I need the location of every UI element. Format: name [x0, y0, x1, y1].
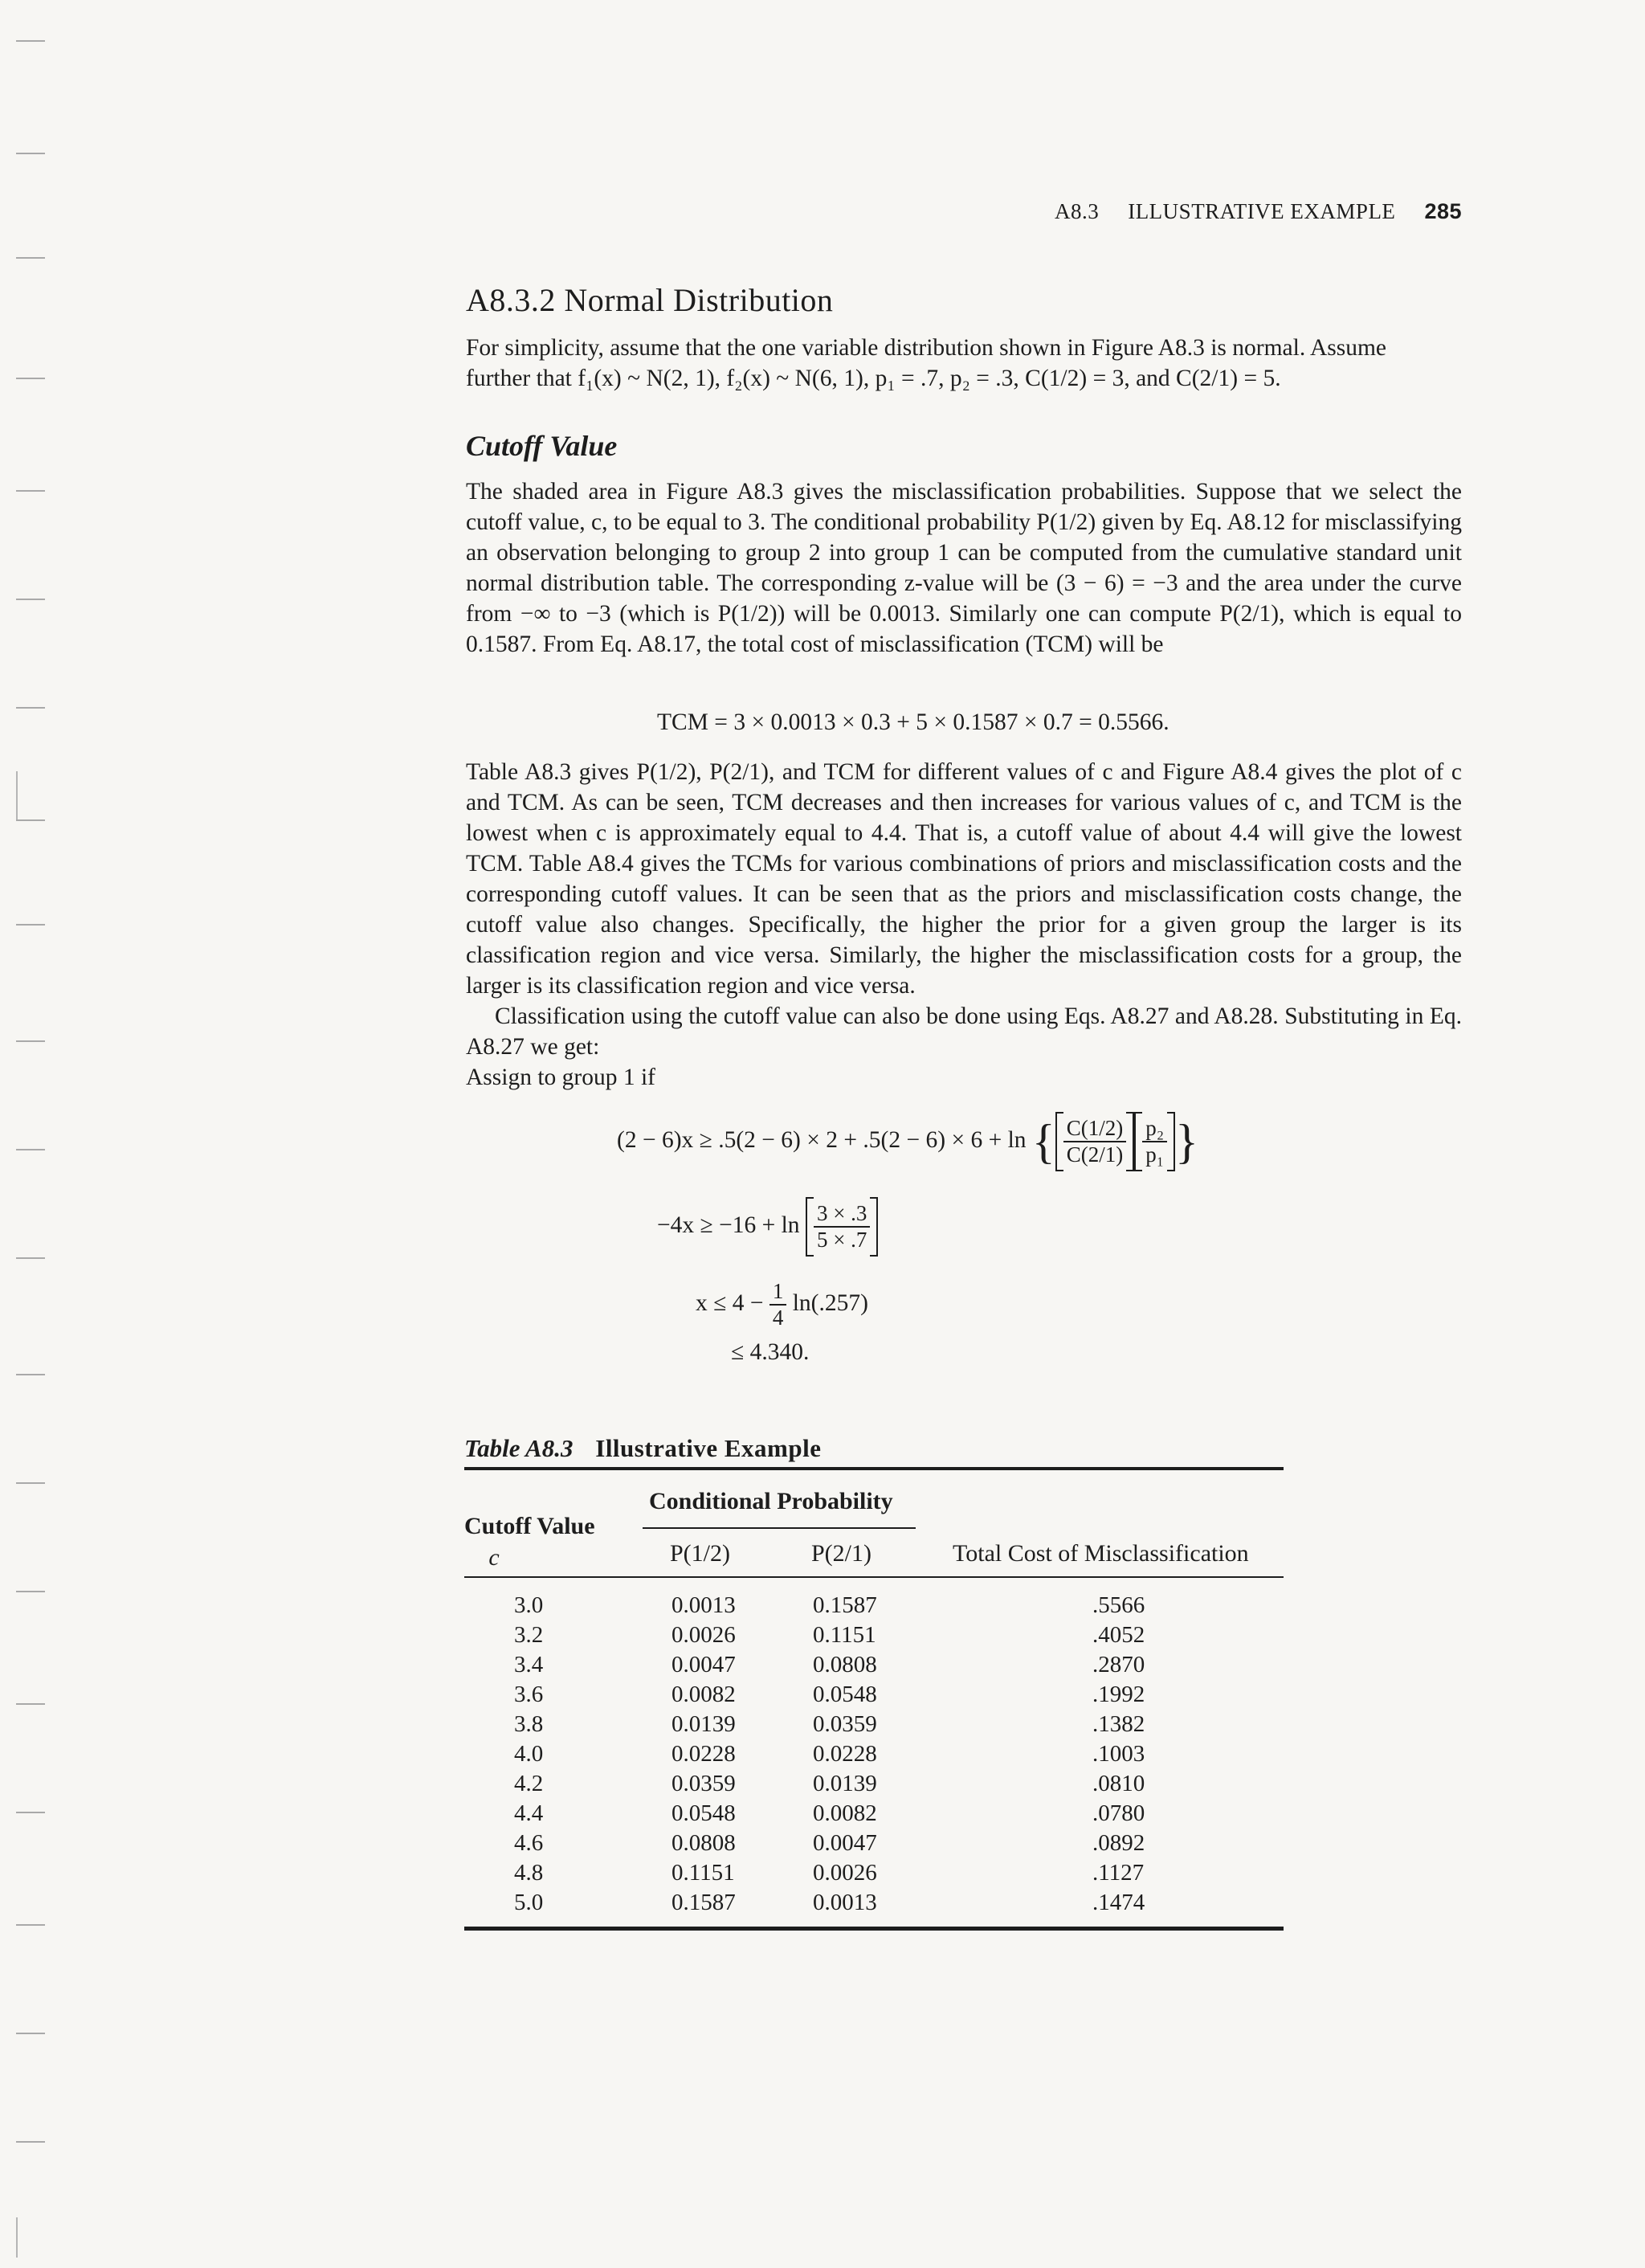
cell-p21: 0.1587 — [813, 1592, 877, 1618]
section-heading-block — [466, 281, 1462, 319]
cell-p12: 0.0047 — [671, 1652, 736, 1678]
cell-tcm: .1003 — [1092, 1741, 1145, 1767]
equation-3-lhs: x ≤ 4 − — [696, 1289, 764, 1316]
section-heading: A8.3.2 Normal Distribution — [466, 282, 834, 318]
cell-cutoff: 3.6 — [514, 1682, 544, 1707]
table-bottom-rule — [464, 1927, 1284, 1931]
cell-p12: 0.1587 — [671, 1890, 736, 1915]
equation-1-prior-ratio: $\frac{\text{p₂}}{\text{p₁}}$ — [1142, 1116, 1167, 1167]
table-header-cutoff: Cutoff Value — [464, 1513, 595, 1539]
cell-p12: 0.0026 — [671, 1622, 736, 1648]
page-binding-edge — [0, 0, 56, 2268]
cell-cutoff: 3.2 — [514, 1622, 544, 1648]
equation-3-quarter: $\frac{1}{4}$ — [769, 1279, 787, 1330]
cell-p12: 0.0228 — [671, 1741, 736, 1767]
table-header-tcm: Total Cost of Misclassification — [953, 1540, 1249, 1567]
cell-tcm: .0810 — [1092, 1771, 1145, 1796]
cell-p12: 0.0808 — [671, 1830, 736, 1856]
table-caption — [464, 1434, 822, 1463]
cell-p12: 0.0013 — [671, 1592, 736, 1618]
table-top-rule — [464, 1467, 1284, 1470]
cell-tcm: .1127 — [1092, 1860, 1145, 1886]
table-title: Illustrative Example — [595, 1434, 822, 1462]
cell-p12: 0.0359 — [671, 1771, 736, 1796]
cell-cutoff: 4.2 — [514, 1771, 544, 1796]
cell-p12: 0.0139 — [671, 1711, 736, 1737]
equation-2-lhs: −4x ≥ −16 + ln — [657, 1212, 800, 1238]
table-header-p12: P(1/2) — [670, 1540, 730, 1567]
cell-cutoff: 4.8 — [514, 1860, 544, 1886]
table-label: Table A8.3 — [464, 1434, 574, 1462]
equation-1-cost-ratio: $\frac{C(1/2)}{C(2/1)}$ — [1063, 1116, 1127, 1167]
cell-p21: 0.1151 — [813, 1622, 876, 1648]
cell-cutoff: 4.4 — [514, 1800, 544, 1826]
cell-p21: 0.0026 — [813, 1860, 877, 1886]
assign-line: Assign to group 1 if — [466, 1065, 655, 1090]
cell-p21: 0.0082 — [813, 1800, 877, 1826]
equation-4: ≤ 4.340. — [731, 1339, 810, 1365]
paragraph-1: The shaded area in Figure A8.3 gives the misclassification probabilities. Suppose that we select the cutoff value, c, to be equal to 3. The conditional probability P(1/2) given by Eq. A8.12 for misclassifying an observation belonging to group 2 into group 1 can be computed from the cumulative standard unit normal distribution table. The corresponding z-value will be (3 − 6) = −3 and the area under the curve from −∞ to −3 (which is P(1/2)) will be 0.0013. Similarly one can compute P(2/1), which is equal to 0.1587. From Eq. A8.17, the total cost of misclassification (TCM) will be — [466, 479, 1462, 657]
equation-3-rhs: ln(.257) — [792, 1289, 868, 1316]
cell-tcm: .0892 — [1092, 1830, 1145, 1856]
table-header-p21: P(2/1) — [811, 1540, 871, 1567]
page-number: 285 — [1424, 199, 1462, 223]
cell-cutoff: 5.0 — [514, 1890, 544, 1915]
cell-cutoff: 3.8 — [514, 1711, 544, 1737]
paragraph-2-block — [466, 757, 1462, 1001]
subheading-block — [466, 429, 1462, 463]
tcm-equation: TCM = 3 × 0.0013 × 0.3 + 5 × 0.1587 × 0.7 = 0.5566. — [657, 709, 1169, 735]
cell-cutoff: 3.4 — [514, 1652, 544, 1678]
cell-tcm: .4052 — [1092, 1622, 1145, 1648]
paragraph-2: Table A8.3 gives P(1/2), P(2/1), and TCM for different values of c and Figure A8.4 gives the plot of c and TCM. As can be seen, TCM decreases and then increases for various values of c, and TCM is the lowest when c is approximately equal to 4.4. That is, a cutoff value of about 4.4 will give the lowest TCM. Table A8.4 gives the TCMs for various combinations of priors and misclassification costs and the corresponding cutoff values. It can be seen that as the priors and misclassification costs change, the cutoff value also changes. Specifically, the higher the prior for a given group the larger is its classification region and vice versa. Similarly, the higher the misclassification costs for a group, the larger is its classification region and vice versa. — [466, 759, 1462, 999]
cell-p21: 0.0013 — [813, 1890, 877, 1915]
equation-1-lhs: (2 − 6)x ≥ .5(2 − 6) × 2 + .5(2 − 6) × 6 + ln — [617, 1126, 1027, 1153]
paragraph-3: Classification using the cutoff value can also be done using Eqs. A8.27 and A8.28. Substituting in Eq. A8.27 we get: — [466, 1003, 1462, 1060]
running-head-section: A8.3 — [1054, 199, 1100, 223]
table-header-rule — [464, 1576, 1284, 1578]
cell-cutoff: 4.0 — [514, 1741, 544, 1767]
cell-cutoff: 4.6 — [514, 1830, 544, 1856]
paragraph-3-block — [466, 1001, 1462, 1093]
cell-p21: 0.0548 — [813, 1682, 877, 1707]
cell-p12: 0.0548 — [671, 1800, 736, 1826]
cell-p21: 0.0808 — [813, 1652, 877, 1678]
cell-p12: 0.0082 — [671, 1682, 736, 1707]
equation-2-ratio: $\frac{3 \times .3}{5 \times .7}$ — [814, 1201, 870, 1253]
paragraph-1-block — [466, 476, 1462, 660]
equation-3 — [696, 1279, 868, 1330]
table-header-c: c — [488, 1544, 500, 1571]
cell-p21: 0.0228 — [813, 1741, 877, 1767]
running-head — [996, 199, 1462, 224]
cell-tcm: .1382 — [1092, 1711, 1145, 1737]
equation-2 — [657, 1197, 878, 1257]
intro-line-2: further that f₁(x) ~ N(2, 1), f₂(x) ~ N(6, 1), p₁ = .7, p₂ = .3, C(1/2) = 3, and C(2/1) = 5. — [466, 366, 1281, 391]
cell-p12: 0.1151 — [671, 1860, 735, 1886]
cell-tcm: .1992 — [1092, 1682, 1145, 1707]
cell-cutoff: 3.0 — [514, 1592, 544, 1618]
running-head-title: ILLUSTRATIVE EXAMPLE — [1128, 199, 1396, 223]
cell-p21: 0.0047 — [813, 1830, 877, 1856]
intro-paragraph — [466, 333, 1462, 394]
cell-tcm: .5566 — [1092, 1592, 1145, 1618]
intro-line-1: For simplicity, assume that the one variable distribution shown in Figure A8.3 is normal. Assume — [466, 335, 1387, 361]
equation-1: (2 − 6)x ≥ .5(2 − 6) × 2 + .5(2 − 6) × 6 + ln { $\frac{C(1/2)}{C(2/1)}$ $\frac{\text{p₂}}{\text{p₁}}$ } — [617, 1112, 1198, 1171]
cell-tcm: .1474 — [1092, 1890, 1145, 1915]
cell-p21: 0.0139 — [813, 1771, 877, 1796]
table-group-rule — [643, 1527, 916, 1529]
cell-tcm: .0780 — [1092, 1800, 1145, 1826]
cell-p21: 0.0359 — [813, 1711, 877, 1737]
cell-tcm: .2870 — [1092, 1652, 1145, 1678]
table-group-header: Conditional Probability — [649, 1488, 893, 1514]
subheading-cutoff-value: Cutoff Value — [466, 430, 618, 462]
